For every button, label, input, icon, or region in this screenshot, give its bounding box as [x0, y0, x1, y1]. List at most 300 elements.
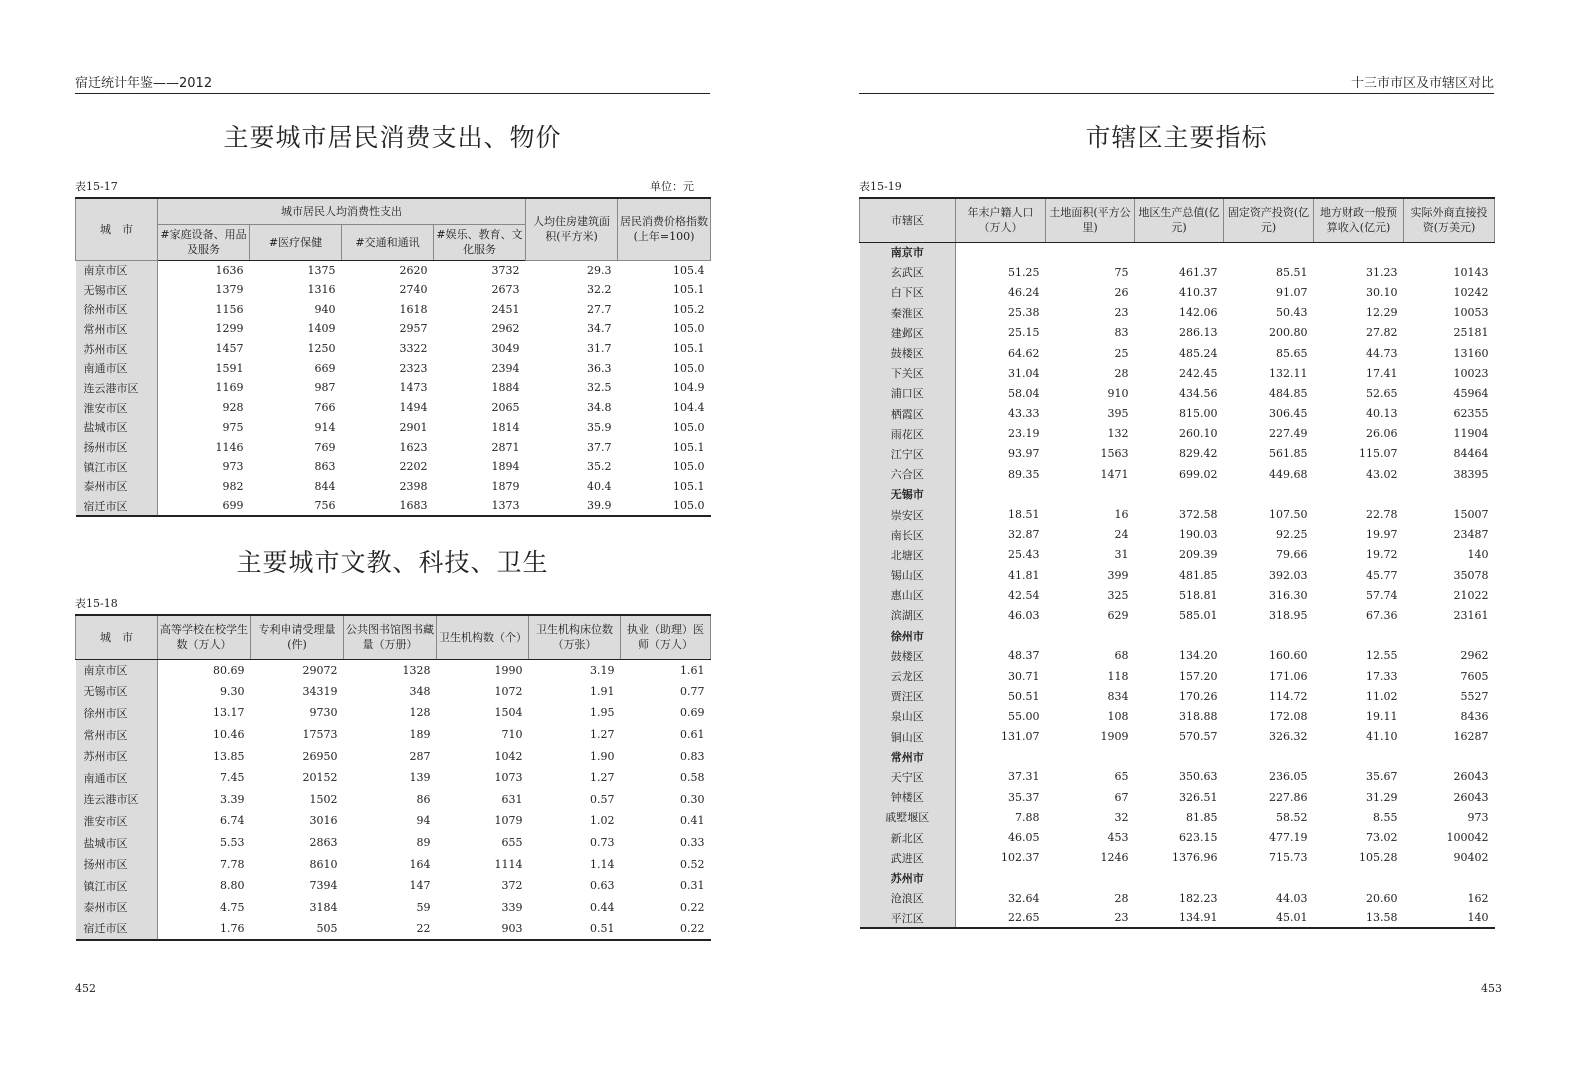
- table-row: [76, 260, 711, 280]
- table-cell: 0.31: [680, 879, 705, 893]
- table-cell: 0.51: [590, 921, 615, 935]
- table-cell: 27.82: [1366, 326, 1398, 340]
- table-cell: 227.86: [1269, 790, 1308, 804]
- table-cell: 9730: [309, 706, 338, 720]
- col-header-fixed-investment: 固定资产投资(亿元): [1224, 198, 1314, 242]
- table-cell: 86: [416, 792, 431, 806]
- section2-title: 主要城市文教、科技、卫生: [236, 548, 549, 577]
- table-cell: 715.73: [1269, 851, 1308, 865]
- row-label: 沧浪区: [860, 888, 956, 908]
- table-cell: 0.58: [680, 771, 705, 785]
- table-cell: 2871: [491, 440, 520, 454]
- table-row: [76, 477, 711, 497]
- table-cell: 1879: [491, 479, 520, 493]
- table-cell: 105.4: [673, 263, 705, 277]
- row-label: 南通市区: [76, 358, 158, 378]
- table-row: [860, 303, 1495, 323]
- col-header-consumption-group: 城市居民人均消费性支出: [158, 198, 526, 224]
- table-cell: 477.19: [1269, 831, 1308, 845]
- row-label: 江宁区: [860, 444, 956, 464]
- table-cell: 51.25: [1008, 265, 1040, 279]
- table-cell: 58.52: [1276, 810, 1308, 824]
- table-cell: 31: [1114, 548, 1129, 562]
- table-cell: 631: [501, 792, 523, 806]
- table-cell: 485.24: [1179, 346, 1218, 360]
- table-row: [76, 319, 711, 339]
- table-cell: 10242: [1453, 285, 1489, 299]
- table-cell: 2398: [399, 479, 428, 493]
- table-cell: 67: [1114, 790, 1129, 804]
- left-page: [0, 0, 793, 1077]
- table-cell: 484.85: [1269, 386, 1308, 400]
- table-cell: 25: [1114, 346, 1129, 360]
- table-row: [860, 383, 1495, 403]
- row-label: 玄武区: [860, 262, 956, 282]
- col-header-city: 城 市: [76, 198, 158, 260]
- table-cell: 132: [1107, 427, 1129, 441]
- col-header-health-institutions: 卫生机构数（个）: [437, 615, 529, 659]
- row-label: 鼓楼区: [860, 646, 956, 666]
- row-label: 徐州市区: [76, 702, 158, 724]
- table-row: [860, 848, 1495, 868]
- table-cell: 32.64: [1008, 891, 1040, 905]
- table-15-19-body: [860, 242, 1495, 928]
- table-cell: 8610: [309, 857, 338, 871]
- table-cell: 131.07: [1001, 730, 1040, 744]
- col-header-district: 市辖区: [860, 198, 956, 242]
- table-cell: 8.55: [1373, 810, 1398, 824]
- table-row: [860, 525, 1495, 545]
- table-cell: 1079: [494, 814, 523, 828]
- row-label: 铜山区: [860, 727, 956, 747]
- row-label: 常州市区: [76, 319, 158, 339]
- table-cell: 19.72: [1366, 548, 1398, 562]
- table-cell: 623.15: [1179, 831, 1218, 845]
- table-cell: 1636: [215, 263, 244, 277]
- table-cell: 40.4: [587, 479, 612, 493]
- table-cell: 209.39: [1179, 548, 1218, 562]
- table-cell: 28: [1114, 366, 1129, 380]
- table-cell: 7.78: [220, 857, 245, 871]
- row-label: 下关区: [860, 363, 956, 383]
- table-15-17-unit: 单位：元: [650, 180, 694, 193]
- table-cell: 170.26: [1179, 689, 1218, 703]
- table-cell: 31.23: [1366, 265, 1398, 279]
- table-row: [860, 343, 1495, 363]
- table-cell: 8.80: [220, 879, 245, 893]
- table-row: [76, 875, 711, 897]
- table-row: [860, 444, 1495, 464]
- table-row: [76, 437, 711, 457]
- table-cell: 26950: [302, 749, 338, 763]
- table-row: [76, 745, 711, 767]
- table-cell: 35.9: [587, 420, 612, 434]
- table-cell: 2957: [399, 322, 428, 336]
- table-cell: 2202: [399, 460, 428, 474]
- table-cell: 1502: [309, 792, 338, 806]
- table-row: [76, 418, 711, 438]
- table-row: [76, 378, 711, 398]
- row-label: 白下区: [860, 282, 956, 302]
- table-cell: 24: [1114, 528, 1129, 542]
- table-cell: 80.69: [213, 663, 245, 677]
- table-cell: 32: [1114, 810, 1129, 824]
- table-cell: 1316: [307, 283, 336, 297]
- table-cell: 23487: [1453, 528, 1489, 542]
- table-cell: 0.52: [680, 857, 705, 871]
- table-cell: 91.07: [1276, 285, 1308, 299]
- table-cell: 17.33: [1366, 669, 1398, 683]
- table-cell: 318.88: [1179, 709, 1218, 723]
- table-cell: 23.19: [1008, 427, 1040, 441]
- table-cell: 815.00: [1179, 407, 1218, 421]
- group-spacer: [956, 747, 1495, 767]
- table-cell: 1618: [399, 302, 428, 316]
- table-cell: 26.06: [1366, 427, 1398, 441]
- table-cell: 570.57: [1179, 730, 1218, 744]
- table-cell: 32.2: [587, 283, 612, 297]
- row-label: 钟楼区: [860, 787, 956, 807]
- table-cell: 16: [1114, 508, 1129, 522]
- table-cell: 2323: [399, 361, 428, 375]
- row-label: 扬州市区: [76, 853, 158, 875]
- table-cell: 45964: [1453, 386, 1489, 400]
- table-cell: 105.0: [673, 499, 705, 513]
- table-cell: 449.68: [1269, 467, 1308, 481]
- table-cell: 182.23: [1179, 891, 1218, 905]
- table-cell: 629: [1107, 608, 1129, 622]
- table-cell: 1375: [307, 263, 336, 277]
- table-cell: 7.88: [1015, 810, 1040, 824]
- table-cell: 7.45: [220, 771, 245, 785]
- table-cell: 236.05: [1269, 770, 1308, 784]
- col-header-transport: #交通和通讯: [342, 224, 434, 260]
- col-header-beds: 卫生机构床位数（万张）: [529, 615, 621, 659]
- row-label: 滨湖区: [860, 605, 956, 625]
- table-cell: 242.45: [1179, 366, 1218, 380]
- table-cell: 863: [314, 460, 336, 474]
- col-header-entertainment: #娱乐、教育、文化服务: [434, 224, 526, 260]
- table-cell: 38395: [1453, 467, 1489, 481]
- table-row: [860, 888, 1495, 908]
- table-cell: 90402: [1453, 851, 1489, 865]
- col-header-doctors: 执业（助理）医师（万人）: [621, 615, 711, 659]
- row-label: 淮安市区: [76, 398, 158, 418]
- table-cell: 37.7: [587, 440, 612, 454]
- table-cell: 105.1: [673, 440, 705, 454]
- row-label: 戚墅堰区: [860, 807, 956, 827]
- table-cell: 93.97: [1008, 447, 1040, 461]
- table-cell: 115.07: [1359, 447, 1398, 461]
- col-header-gdp: 地区生产总值(亿元): [1135, 198, 1224, 242]
- table-cell: 6.74: [220, 814, 245, 828]
- table-cell: 1471: [1100, 467, 1129, 481]
- row-label: 泰州市区: [76, 897, 158, 919]
- table-cell: 13.85: [213, 749, 245, 763]
- table-cell: 1.27: [590, 728, 615, 742]
- table-cell: 1373: [491, 499, 520, 513]
- table-cell: 2901: [399, 420, 428, 434]
- row-label: 连云港市区: [76, 378, 158, 398]
- table-15-18-label: 表15-18: [75, 597, 118, 610]
- table-cell: 973: [222, 460, 244, 474]
- right-title: 市辖区主要指标: [1085, 123, 1268, 152]
- table-cell: 31.04: [1008, 366, 1040, 380]
- table-row: [76, 789, 711, 811]
- table-cell: 2962: [491, 322, 520, 336]
- table-15-18-body: [76, 659, 711, 940]
- table-cell: 102.37: [1001, 851, 1040, 865]
- table-cell: 23: [1114, 911, 1129, 925]
- row-label: 新北区: [860, 827, 956, 847]
- row-label: 宿迁市区: [76, 918, 158, 940]
- table-cell: 50.43: [1276, 306, 1308, 320]
- table-cell: 94: [416, 814, 431, 828]
- table-cell: 585.01: [1179, 608, 1218, 622]
- table-cell: 5527: [1460, 689, 1489, 703]
- table-row: [76, 918, 711, 940]
- table-cell: 41.10: [1366, 730, 1398, 744]
- table-cell: 19.97: [1366, 528, 1398, 542]
- table-cell: 42.54: [1008, 588, 1040, 602]
- row-label: 南京市区: [76, 260, 158, 280]
- group-label: 无锡市: [860, 484, 956, 504]
- table-cell: 105.0: [673, 322, 705, 336]
- table-cell: 118: [1107, 669, 1129, 683]
- table-cell: 318.95: [1269, 608, 1308, 622]
- table-cell: 3.39: [220, 792, 245, 806]
- group-row: [860, 868, 1495, 888]
- row-label: 淮安市区: [76, 810, 158, 832]
- table-cell: 844: [314, 479, 336, 493]
- table-cell: 0.63: [590, 879, 615, 893]
- col-header-housing: 人均住房建筑面积(平方米): [526, 198, 618, 260]
- row-label: 镇江市区: [76, 875, 158, 897]
- table-row: [76, 457, 711, 477]
- table-cell: 372.58: [1179, 508, 1218, 522]
- table-cell: 16287: [1453, 730, 1489, 744]
- col-header-fiscal-revenue: 地方财政一般预算收入(亿元): [1314, 198, 1404, 242]
- table-cell: 392.03: [1269, 568, 1308, 582]
- col-header-land-area: 土地面积(平方公里): [1046, 198, 1135, 242]
- table-cell: 40.13: [1366, 407, 1398, 421]
- table-cell: 1.95: [590, 706, 615, 720]
- table-cell: 2451: [491, 302, 520, 316]
- table-cell: 316.30: [1269, 588, 1308, 602]
- table-cell: 1299: [215, 322, 244, 336]
- table-row: [76, 724, 711, 746]
- table-cell: 172.08: [1269, 709, 1308, 723]
- table-cell: 1683: [399, 499, 428, 513]
- table-cell: 3.19: [590, 663, 615, 677]
- table-cell: 973: [1467, 810, 1489, 824]
- table-cell: 134.20: [1179, 649, 1218, 663]
- table-row: [860, 686, 1495, 706]
- table-row: [860, 565, 1495, 585]
- table-cell: 35.37: [1008, 790, 1040, 804]
- table-cell: 1.14: [590, 857, 615, 871]
- table-cell: 105.0: [673, 420, 705, 434]
- table-cell: 34319: [302, 684, 338, 698]
- table-cell: 481.85: [1179, 568, 1218, 582]
- table-cell: 43.33: [1008, 407, 1040, 421]
- table-cell: 461.37: [1179, 265, 1218, 279]
- table-row: [860, 404, 1495, 424]
- table-cell: 10023: [1453, 366, 1489, 380]
- table-cell: 13160: [1453, 346, 1489, 360]
- table-cell: 140: [1467, 911, 1489, 925]
- table-cell: 28: [1114, 891, 1129, 905]
- table-row: [860, 464, 1495, 484]
- table-cell: 4.75: [220, 900, 245, 914]
- col-header-city: 城 市: [76, 615, 158, 659]
- table-cell: 2065: [491, 401, 520, 415]
- table-cell: 0.22: [680, 921, 705, 935]
- table-cell: 147: [409, 879, 431, 893]
- table-cell: 83: [1114, 326, 1129, 340]
- table-cell: 11904: [1453, 427, 1489, 441]
- table-cell: 699.02: [1179, 467, 1218, 481]
- table-cell: 9.30: [220, 684, 245, 698]
- table-cell: 1591: [215, 361, 244, 375]
- table-cell: 987: [314, 381, 336, 395]
- table-cell: 1169: [215, 381, 244, 395]
- table-cell: 43.02: [1366, 467, 1398, 481]
- row-label: 崇安区: [860, 504, 956, 524]
- table-cell: 3732: [491, 263, 520, 277]
- table-cell: 1114: [494, 857, 523, 871]
- table-row: [860, 727, 1495, 747]
- table-cell: 55.00: [1008, 709, 1040, 723]
- table-cell: 20.60: [1366, 891, 1398, 905]
- table-cell: 1884: [491, 381, 520, 395]
- table-cell: 200.80: [1269, 326, 1308, 340]
- table-cell: 140: [1467, 548, 1489, 562]
- table-cell: 32.5: [587, 381, 612, 395]
- row-label: 苏州市区: [76, 339, 158, 359]
- row-label: 雨花区: [860, 424, 956, 444]
- table-row: [76, 659, 711, 681]
- table-cell: 139: [409, 771, 431, 785]
- table-cell: 52.65: [1366, 386, 1398, 400]
- table-15-19-label: 表15-19: [859, 180, 902, 193]
- table-row: [76, 681, 711, 703]
- group-label: 苏州市: [860, 868, 956, 888]
- table-cell: 834: [1107, 689, 1129, 703]
- table-cell: 62355: [1453, 407, 1489, 421]
- table-cell: 1.61: [680, 663, 705, 677]
- table-cell: 306.45: [1269, 407, 1308, 421]
- table-cell: 325: [1107, 588, 1129, 602]
- group-spacer: [956, 242, 1495, 262]
- table-cell: 1376.96: [1172, 851, 1218, 865]
- col-header-library: 公共图书馆图书藏量（万册）: [344, 615, 437, 659]
- group-label: 徐州市: [860, 626, 956, 646]
- table-row: [860, 363, 1495, 383]
- table-cell: 10.46: [213, 728, 245, 742]
- table-row: [76, 897, 711, 919]
- row-label: 秦淮区: [860, 303, 956, 323]
- table-cell: 31.29: [1366, 790, 1398, 804]
- table-row: [860, 908, 1495, 928]
- table-cell: 31.7: [587, 342, 612, 356]
- table-cell: 975: [222, 420, 244, 434]
- table-cell: 756: [314, 499, 336, 513]
- table-cell: 30.71: [1008, 669, 1040, 683]
- table-cell: 0.33: [680, 836, 705, 850]
- table-cell: 134.91: [1179, 911, 1218, 925]
- col-header-fdi: 实际外商直接投资(万美元): [1404, 198, 1495, 242]
- table-cell: 1.76: [220, 921, 245, 935]
- table-cell: 25.38: [1008, 306, 1040, 320]
- table-cell: 1457: [215, 342, 244, 356]
- table-cell: 1246: [1100, 851, 1129, 865]
- table-cell: 105.2: [673, 302, 705, 316]
- table-cell: 903: [501, 921, 523, 935]
- table-cell: 0.77: [680, 684, 705, 698]
- table-cell: 105.1: [673, 283, 705, 297]
- table-cell: 108: [1107, 709, 1129, 723]
- table-cell: 107.50: [1269, 508, 1308, 522]
- table-cell: 1814: [491, 420, 520, 434]
- table-cell: 68: [1114, 649, 1129, 663]
- row-label: 南通市区: [76, 767, 158, 789]
- table-cell: 23: [1114, 306, 1129, 320]
- group-row: [860, 626, 1495, 646]
- table-cell: 44.03: [1276, 891, 1308, 905]
- right-running-head: [859, 73, 1494, 94]
- table-row: [76, 358, 711, 378]
- right-page-number: 453: [1481, 982, 1502, 995]
- group-row: [860, 747, 1495, 767]
- table-cell: 105.0: [673, 460, 705, 474]
- table-cell: 104.9: [673, 381, 705, 395]
- table-cell: 2394: [491, 361, 520, 375]
- table-cell: 1409: [307, 322, 336, 336]
- table-cell: 3049: [491, 342, 520, 356]
- table-cell: 1.91: [590, 684, 615, 698]
- table-cell: 64.62: [1008, 346, 1040, 360]
- table-cell: 1563: [1100, 447, 1129, 461]
- table-row: [76, 299, 711, 319]
- table-cell: 25181: [1453, 326, 1489, 340]
- row-label: 北塘区: [860, 545, 956, 565]
- table-cell: 982: [222, 479, 244, 493]
- row-label: 锡山区: [860, 565, 956, 585]
- table-cell: 1.27: [590, 771, 615, 785]
- table-cell: 57.74: [1366, 588, 1398, 602]
- group-label: 常州市: [860, 747, 956, 767]
- table-cell: 326.51: [1179, 790, 1218, 804]
- table-cell: 41.81: [1008, 568, 1040, 582]
- table-cell: 81.85: [1186, 810, 1218, 824]
- table-row: [860, 767, 1495, 787]
- table-cell: 11.02: [1366, 689, 1398, 703]
- table-cell: 339: [501, 900, 523, 914]
- table-cell: 17.41: [1366, 366, 1398, 380]
- table-cell: 45.77: [1366, 568, 1398, 582]
- left-running-head-text: 宿迁统计年鉴——2012: [75, 76, 213, 91]
- table-cell: 348: [409, 684, 431, 698]
- right-running-head-text: 十三市市区及市辖区对比: [1350, 76, 1494, 91]
- table-row: [860, 545, 1495, 565]
- table-cell: 35.2: [587, 460, 612, 474]
- table-cell: 1473: [399, 381, 428, 395]
- row-label: 徐州市区: [76, 299, 158, 319]
- table-cell: 114.72: [1269, 689, 1308, 703]
- table-15-17: [75, 197, 711, 517]
- table-cell: 29072: [302, 663, 338, 677]
